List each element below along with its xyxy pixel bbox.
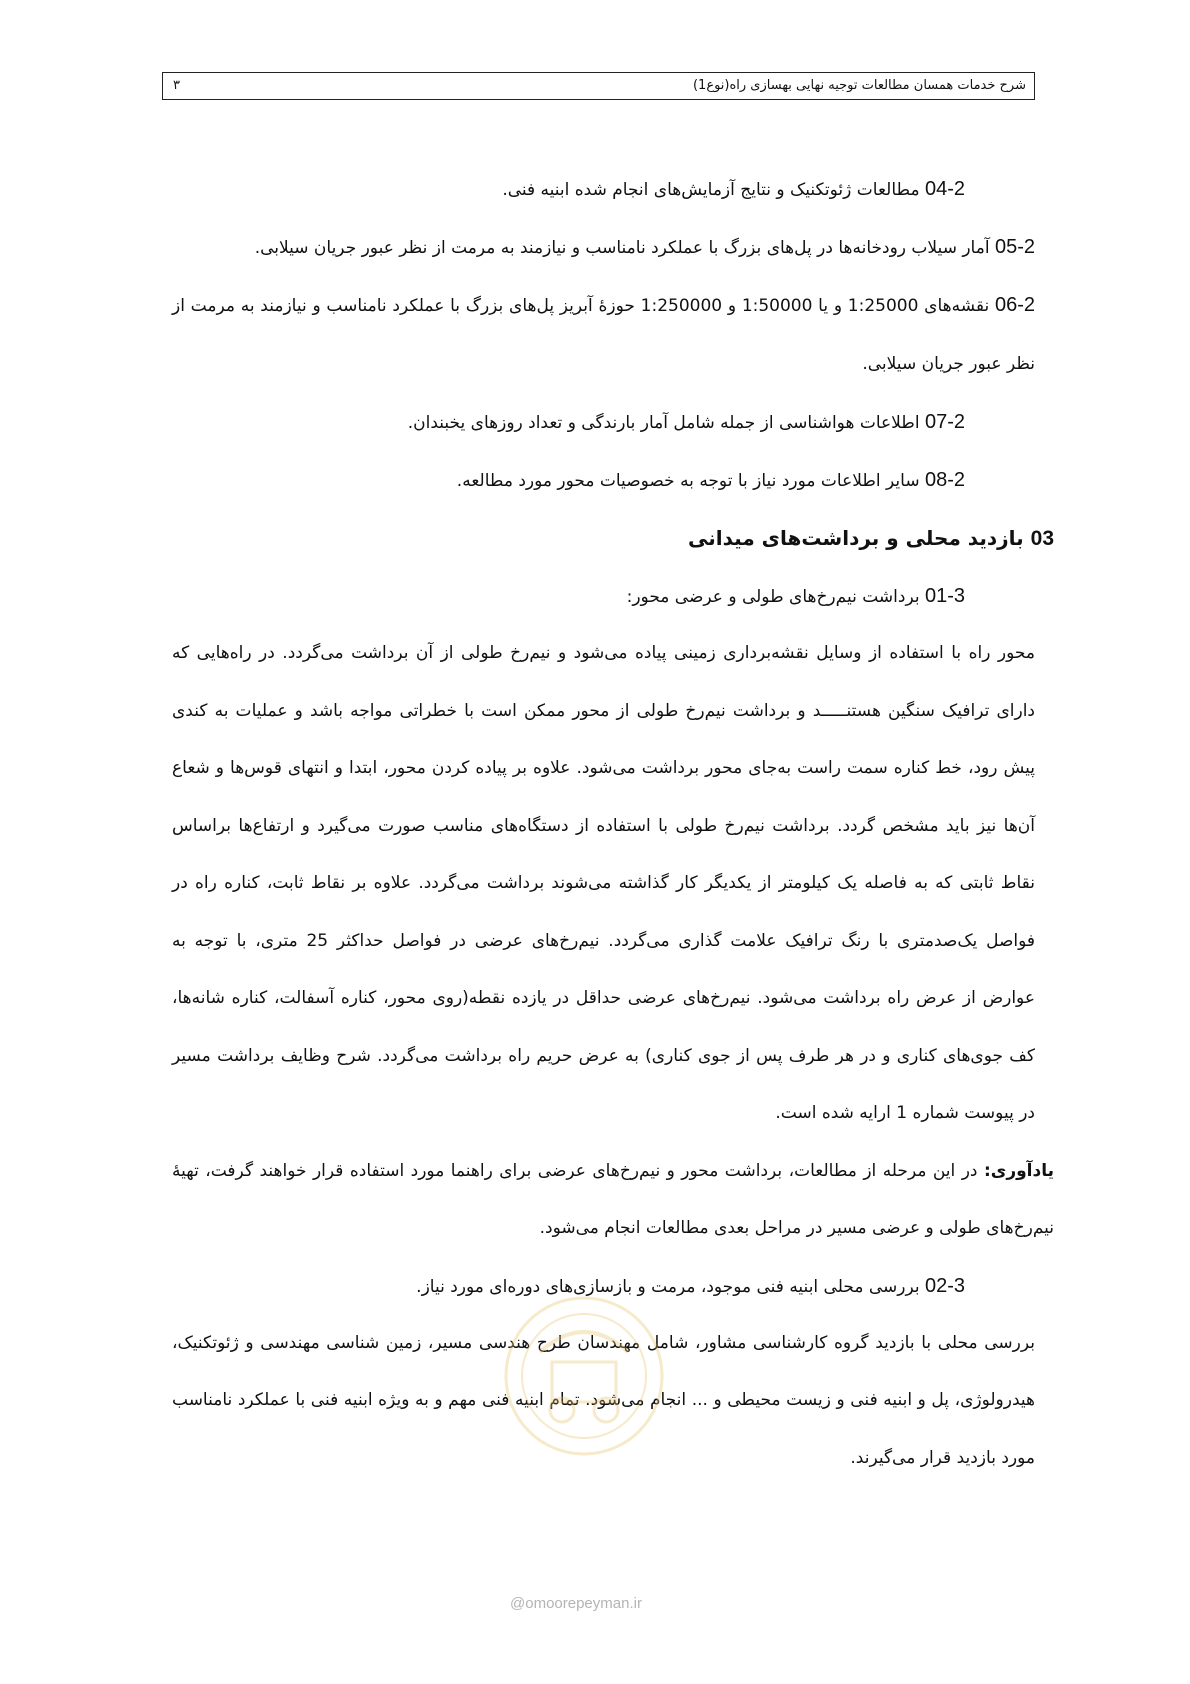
subsection-number: 02-3 — [924, 1274, 965, 1297]
item-text: آمار سیلاب رودخانه‌ها در پل‌های بزرگ با عملکرد نامناسب و نیازمند به مرمت از نظر عبور جریان سیلابی. — [254, 238, 995, 258]
document-body — [172, 160, 1054, 1487]
note-label: یادآوری: — [983, 1160, 1054, 1181]
list-item — [172, 393, 1035, 451]
item-number: 08-2 — [924, 469, 965, 491]
item-number: 05-2 — [994, 236, 1035, 258]
at-icon: @ — [510, 1595, 526, 1612]
watermark-url — [510, 1595, 642, 1612]
note-text: در این مرحله از مطالعات، برداشت محور و نیم‌رخ‌های عرضی برای راهنما مورد استفاده قرار خواهند گرفت، تهیهٔ نیم‌رخ‌های طولی و عرضی مسیر در مراحل بعدی مطالعات انجام می‌شود. — [172, 1160, 1054, 1238]
note-paragraph — [172, 1143, 1054, 1257]
subsection-number: 01-3 — [924, 585, 965, 607]
item-number: 04-2 — [924, 178, 965, 200]
subsection-title: بررسی محلی ابنیه فنی موجود، مرمت و بازسازی‌های دوره‌ای مورد نیاز. — [416, 1276, 925, 1297]
section-heading — [172, 509, 1054, 567]
item-number: 06-2 — [994, 294, 1035, 316]
subsection-heading — [172, 1257, 1035, 1315]
list-item — [172, 451, 1035, 509]
section-number: 03 — [1030, 527, 1054, 550]
paragraph: بررسی محلی با بازدید گروه کارشناسی مشاور، شامل مهندسان طرح هندسی مسیر، زمین شناسی مهندسی و ژئوتکنیک، هیدرولوژی، پل و ابنیه فنی و زیست محیطی و ... انجام می‌شود. تمام ابنیه فنی مهم و به ویژه ابنیه فنی با عملکرد نامناسب مورد بازدید قرار می‌گیرند. — [172, 1332, 1035, 1468]
list-item — [172, 276, 1035, 393]
page-header — [162, 72, 1035, 100]
subsection-heading — [172, 567, 1035, 625]
list-item — [172, 160, 1035, 218]
item-text: اطلاعات هواشناسی از جمله شامل آمار بارندگی و تعداد روزهای یخبندان. — [407, 413, 925, 433]
list-item — [172, 218, 1035, 276]
watermark-url-text: omoorepeyman.ir — [525, 1595, 642, 1612]
item-number: 07-2 — [924, 411, 965, 433]
item-text: سایر اطلاعات مورد نیاز با توجه به خصوصیات محور مورد مطالعه. — [456, 471, 925, 491]
paragraph: محور راه با استفاده از وسایل نقشه‌برداری زمینی پیاده می‌شود و نیم‌رخ طولی از آن برداشت می‌گردد. در راه‌هایی که دارای ترافیک سنگین هستنـــــد و برداشت نیم‌رخ طولی از محور ممکن است با خطراتی مواجه باشد و عملیات به کندی پیش رود، خط کناره سمت راست به‌جای محور برداشت می‌شود. علاوه بر پیاده کردن محور، ابتدا و انتهای قوس‌ها و شعاع آن‌ها نیز باید مشخص گردد. برداشت نیم‌رخ طولی با استفاده از دستگاه‌های مناسب صورت می‌گیرد و ارتفاع‌ها براساس نقاط ثابتی که به فاصله یک کیلومتر از یکدیگر کار گذاشته می‌شوند برداشت می‌گردد. علاوه بر نقاط ثابت، کناره راه در فواصل یک‌صدمتری با رنگ ترافیک علامت گذاری می‌گردد. نیم‌رخ‌های عرضی در فواصل حداکثر 25 متری، با توجه به عوارض از عرض راه برداشت می‌شود. نیم‌رخ‌های عرضی حداقل در یازده نقطه(روی محور، کناره آسفالت، کناره شانه‌ها، کف جوی‌های کناری و در هر طرف پس از جوی کناری) به عرض حریم راه برداشت می‌گردد. شرح وظایف برداشت مسیر در پیوست شماره 1 ارایه شده است. — [172, 643, 1036, 1123]
item-text: مطالعات ژئوتکنیک و نتایج آزمایش‌های انجام شده ابنیه فنی. — [502, 180, 925, 200]
item-text: نقشه‌های 1:25000 و یا 1:50000 و 1:250000 حوزهٔ آبریز پل‌های بزرگ با عملکرد نامناسب و نیازمند به مرمت از نظر عبور جریان سیلابی. — [172, 296, 1035, 374]
subsection-title: برداشت نیم‌رخ‌های طولی و عرضی محور: — [626, 587, 925, 607]
page-number: ۳ — [173, 78, 180, 93]
header-title: شرح خدمات همسان مطالعات توجیه نهایی بهسازی راه(نوع1) — [692, 78, 1026, 93]
section-title: بازدید محلی و برداشت‌های میدانی — [688, 526, 1031, 550]
